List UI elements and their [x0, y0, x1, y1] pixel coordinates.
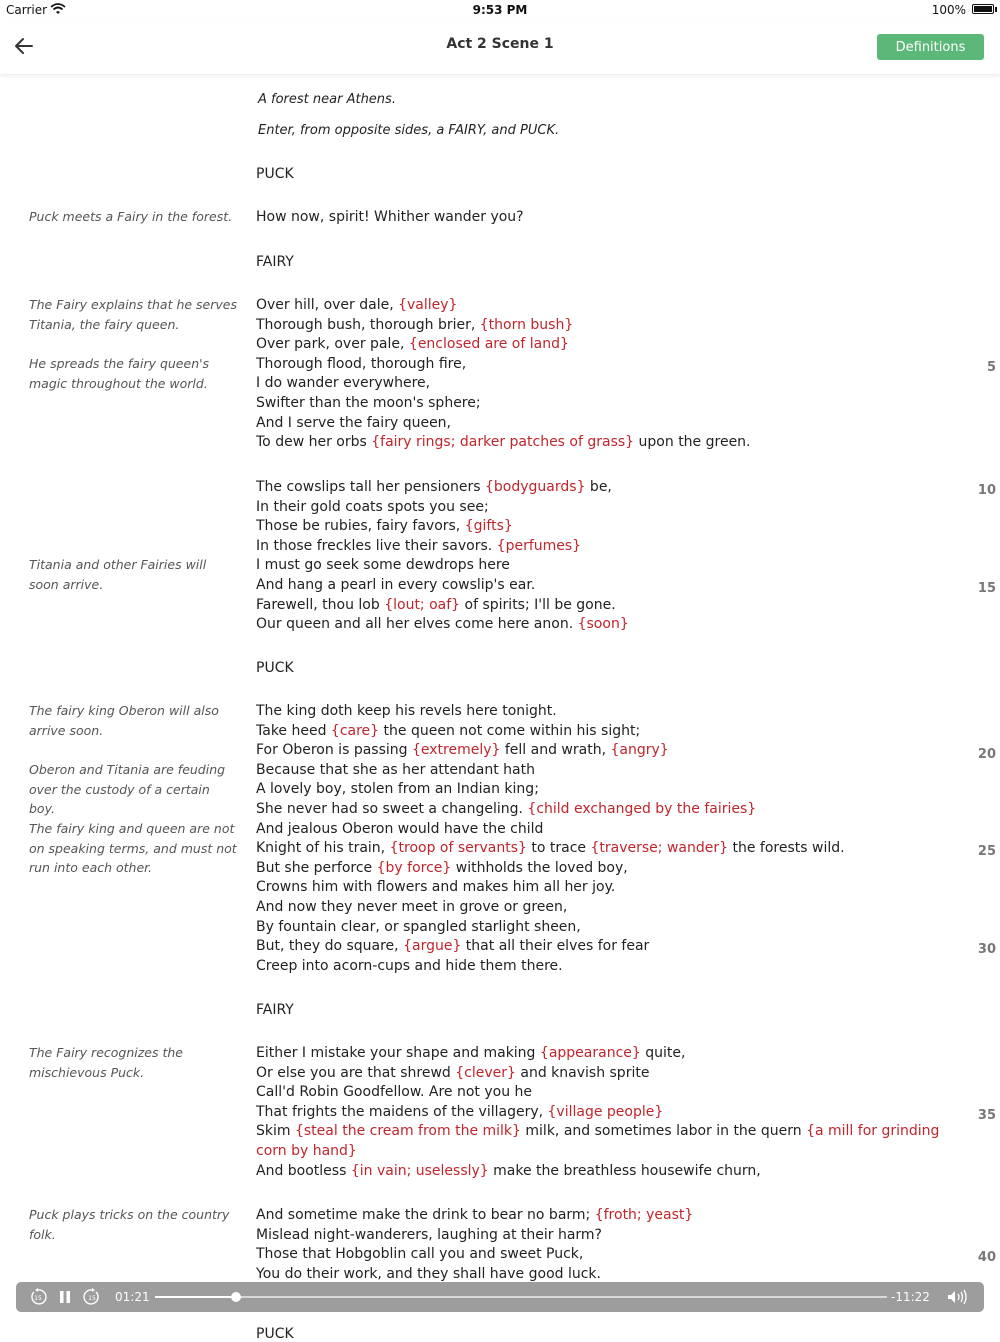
progress-track[interactable]: [155, 1296, 887, 1298]
definition-gloss[interactable]: {appearance}: [539, 1045, 641, 1061]
verse-text: She never had so sweet a changeling.: [256, 800, 528, 817]
verse-text: And hang a pearl in every cowslip's ear.: [256, 576, 536, 593]
definition-gloss[interactable]: {enclosed are of land}: [408, 336, 569, 353]
verse-text: Thorough flood, thorough fire,: [256, 355, 467, 372]
battery-icon: [972, 4, 994, 14]
skip-back-amount: 15: [34, 1295, 42, 1302]
verse-line: [256, 820, 956, 840]
verse-line: [256, 394, 956, 414]
verse-text: And bootless: [256, 1162, 351, 1179]
line-number: 20: [977, 747, 996, 762]
verse-text: milk, and sometimes labor in the quern: [520, 1123, 807, 1140]
verse-text: In their gold coats spots you see;: [256, 498, 489, 515]
definition-gloss[interactable]: {traverse; wander}: [590, 840, 729, 857]
verse-line: [256, 1083, 956, 1103]
verse-block: [256, 208, 956, 228]
stage-direction: A forest near Athens.: [258, 92, 396, 107]
verse-text: You do their work, and they shall have good luck.: [256, 1265, 601, 1282]
page-title: Act 2 Scene 1: [446, 36, 554, 52]
scene-summary: He spreads the fairy queen's magic throughout the world.: [29, 356, 210, 391]
scene-summary: Puck plays tricks on the country folk.: [29, 1207, 230, 1242]
line-number: 5: [986, 360, 996, 375]
definition-gloss[interactable]: {lout; oaf}: [384, 596, 461, 613]
verse-text: For Oberon is passing: [256, 742, 412, 759]
verse-text: be,: [585, 479, 612, 495]
verse-text: Those that Hobgoblin call you and sweet Puck,: [256, 1246, 584, 1263]
verse-text: Knight of his train,: [256, 840, 390, 857]
verse-line: [256, 1226, 956, 1246]
verse-line: [256, 1044, 956, 1064]
scrubber-handle[interactable]: [231, 1292, 241, 1302]
verse-text: Over hill, over dale,: [256, 297, 399, 313]
verse-line: [256, 414, 956, 434]
stage-direction: Enter, from opposite sides, a FAIRY, and PUCK.: [258, 123, 560, 138]
speaker-name: PUCK: [256, 166, 294, 182]
volume-icon[interactable]: [946, 1288, 968, 1306]
progress-fill: [155, 1296, 236, 1298]
verse-text: In those freckles live their savors.: [256, 537, 497, 554]
verse-text: quite,: [640, 1045, 686, 1061]
verse-text: make the breathless housewife churn,: [488, 1162, 761, 1179]
verse-line: [256, 1064, 956, 1084]
verse-line: [256, 296, 956, 316]
scene-summary: The Fairy recognizes the mischievous Puck.: [29, 1045, 183, 1080]
script-content: [0, 74, 1000, 1334]
speaker-name: PUCK: [256, 660, 294, 676]
definition-gloss[interactable]: {village people}: [547, 1103, 664, 1120]
verse-line: [256, 517, 956, 537]
verse-block: [256, 296, 956, 453]
verse-line: [256, 722, 956, 742]
verse-text: And now they never meet in grove or green,: [256, 898, 568, 915]
definition-gloss[interactable]: {a mill for grinding corn by hand}: [256, 1123, 940, 1159]
verse-text: Swifter than the moon's sphere;: [256, 394, 481, 411]
verse-line: [256, 937, 956, 957]
scene-summary: Titania and other Fairies will soon arrive.: [29, 557, 207, 592]
definition-gloss[interactable]: {child exchanged by the fairies}: [527, 800, 757, 817]
definition-gloss[interactable]: {bodyguards}: [485, 479, 586, 495]
verse-text: By fountain clear, or spangled starlight sheen,: [256, 918, 581, 935]
verse-text: Either I mistake your shape and making: [256, 1045, 540, 1061]
skip-back-icon[interactable]: [29, 1288, 47, 1306]
line-number: 40: [977, 1250, 996, 1265]
definition-gloss[interactable]: {troop of servants}: [389, 840, 527, 857]
verse-text: But she perforce: [256, 859, 377, 876]
verse-text: I do wander everywhere,: [256, 375, 431, 392]
status-bar: [0, 0, 1000, 22]
verse-text: That frights the maidens of the villagery,: [256, 1103, 548, 1120]
verse-text: Because that she as her attendant hath: [256, 761, 535, 778]
verse-line: [256, 800, 956, 820]
verse-text: I must go seek some dewdrops here: [256, 557, 510, 574]
scene-summary: Oberon and Titania are feuding over the custody of a certain boy.: [29, 762, 226, 816]
definition-gloss[interactable]: {in vain; uselessly}: [350, 1162, 489, 1179]
verse-line: [256, 1103, 956, 1123]
verse-line: [256, 556, 956, 576]
definition-gloss[interactable]: {extremely}: [411, 742, 501, 759]
verse-text: to trace: [526, 840, 591, 857]
verse-line: [256, 355, 956, 375]
verse-text: Skim: [256, 1123, 295, 1140]
scene-summary: The Fairy explains that he serves Titania, the fairy queen.: [29, 297, 237, 332]
verse-text: that all their elves for fear: [461, 938, 650, 955]
verse-text: The king doth keep his revels here tonight.: [256, 703, 557, 719]
verse-block: [256, 1044, 956, 1181]
verse-text: Over park, over pale,: [256, 336, 409, 353]
definition-gloss[interactable]: {care}: [330, 722, 380, 739]
verse-text: And sometime make the drink to bear no barm;: [256, 1207, 595, 1223]
verse-line: [256, 1162, 956, 1182]
verse-text: And I serve the fairy queen,: [256, 414, 452, 431]
verse-text: A lovely boy, stolen from an Indian king;: [256, 781, 539, 798]
audio-player: [16, 1282, 984, 1312]
verse-text: Take heed: [256, 722, 331, 739]
verse-line: [256, 761, 956, 781]
verse-text: Thorough bush, thorough brier,: [256, 316, 480, 333]
definition-gloss[interactable]: {froth; yeast}: [594, 1207, 694, 1223]
verse-line: [256, 918, 956, 938]
speaker-name: FAIRY: [256, 254, 294, 270]
verse-line: [256, 374, 956, 394]
definition-gloss[interactable]: {steal the cream from the milk}: [294, 1123, 521, 1140]
clock: 9:53 PM: [472, 3, 528, 17]
verse-line: [256, 596, 956, 616]
definition-gloss[interactable]: {angry}: [610, 742, 669, 759]
verse-text: Those be rubies, fairy favors,: [256, 518, 465, 535]
definition-gloss[interactable]: {perfumes}: [496, 537, 582, 554]
speaker-name: PUCK: [256, 1326, 294, 1342]
battery-percent: 100%: [931, 3, 966, 17]
verse-text: of spirits; I'll be gone.: [460, 596, 616, 613]
verse-text: Mislead night-wanderers, laughing at their harm?: [256, 1226, 602, 1243]
verse-text: Call'd Robin Goodfellow. Are not you he: [256, 1084, 533, 1101]
verse-line: [256, 702, 956, 722]
scene-summary: Puck meets a Fairy in the forest.: [29, 209, 233, 224]
verse-text: the forests wild.: [728, 840, 845, 857]
verse-text: Crowns him with flowers and makes him all her joy.: [256, 879, 616, 896]
definition-gloss[interactable]: {soon}: [577, 616, 629, 633]
verse-line: [256, 576, 956, 596]
verse-text: Or else you are that shrewd: [256, 1064, 456, 1081]
verse-line: [256, 335, 956, 355]
carrier-label: Carrier: [6, 3, 48, 17]
verse-text: Farewell, thou lob: [256, 596, 385, 613]
line-number: 10: [977, 483, 996, 498]
scene-summary: The fairy king and queen are not on speaking terms, and must not run into each other.: [29, 821, 237, 875]
verse-line: [256, 537, 956, 557]
verse-line: [256, 1245, 956, 1265]
definitions-button[interactable]: Definitions: [877, 34, 984, 60]
verse-line: [256, 741, 956, 761]
verse-text: The cowslips tall her pensioners: [256, 479, 486, 495]
verse-line: [256, 478, 956, 498]
verse-line: [256, 878, 956, 898]
verse-line: [256, 316, 956, 336]
verse-line: [256, 898, 956, 918]
verse-line: [256, 498, 956, 518]
line-number: 30: [977, 942, 996, 957]
definition-gloss[interactable]: {clever}: [455, 1064, 516, 1081]
verse-text: withholds the loved boy,: [451, 859, 628, 876]
verse-text: How now, spirit! Whither wander you?: [256, 209, 524, 225]
verse-line: [256, 839, 956, 859]
pause-icon[interactable]: [56, 1288, 74, 1306]
definition-gloss[interactable]: {valley}: [398, 297, 458, 313]
verse-text: But, they do square,: [256, 938, 404, 955]
skip-forward-amount: 15: [88, 1295, 96, 1302]
definition-gloss[interactable]: {thorn bush}: [479, 316, 574, 333]
verse-text: Creep into acorn-cups and hide them there.: [256, 957, 563, 974]
verse-block: [256, 1206, 956, 1284]
definition-gloss[interactable]: {gifts}: [464, 518, 513, 535]
verse-block: [256, 702, 956, 976]
nav-bar: [0, 22, 1000, 74]
skip-forward-icon[interactable]: [83, 1288, 101, 1306]
verse-line: [256, 957, 956, 977]
verse-line: [256, 1206, 956, 1226]
remaining-time: -11:22: [891, 1290, 930, 1304]
verse-line: [256, 780, 956, 800]
definition-gloss[interactable]: {fairy rings; darker patches of grass}: [371, 434, 635, 451]
verse-line: [256, 1122, 956, 1161]
verse-text: To dew her orbs: [256, 434, 372, 451]
verse-line: [256, 859, 956, 879]
speaker-name: FAIRY: [256, 1002, 294, 1018]
verse-line: [256, 615, 956, 635]
line-number: 15: [977, 581, 996, 596]
verse-text: the queen not come within his sight;: [379, 722, 641, 739]
verse-block: [256, 478, 956, 635]
verse-text: Our queen and all her elves come here anon.: [256, 616, 578, 633]
verse-text: And jealous Oberon would have the child: [256, 820, 544, 837]
line-number: 25: [977, 844, 996, 859]
verse-text: and knavish sprite: [515, 1064, 650, 1081]
line-number: 35: [977, 1108, 996, 1123]
elapsed-time: 01:21: [115, 1290, 150, 1304]
verse-line: [256, 433, 956, 453]
verse-text: upon the green.: [634, 434, 751, 451]
verse-line: [256, 208, 956, 228]
verse-text: fell and wrath,: [500, 742, 611, 759]
definition-gloss[interactable]: {argue}: [403, 938, 462, 955]
definition-gloss[interactable]: {by force}: [376, 859, 452, 876]
scene-summary: The fairy king Oberon will also arrive soon.: [29, 703, 219, 738]
